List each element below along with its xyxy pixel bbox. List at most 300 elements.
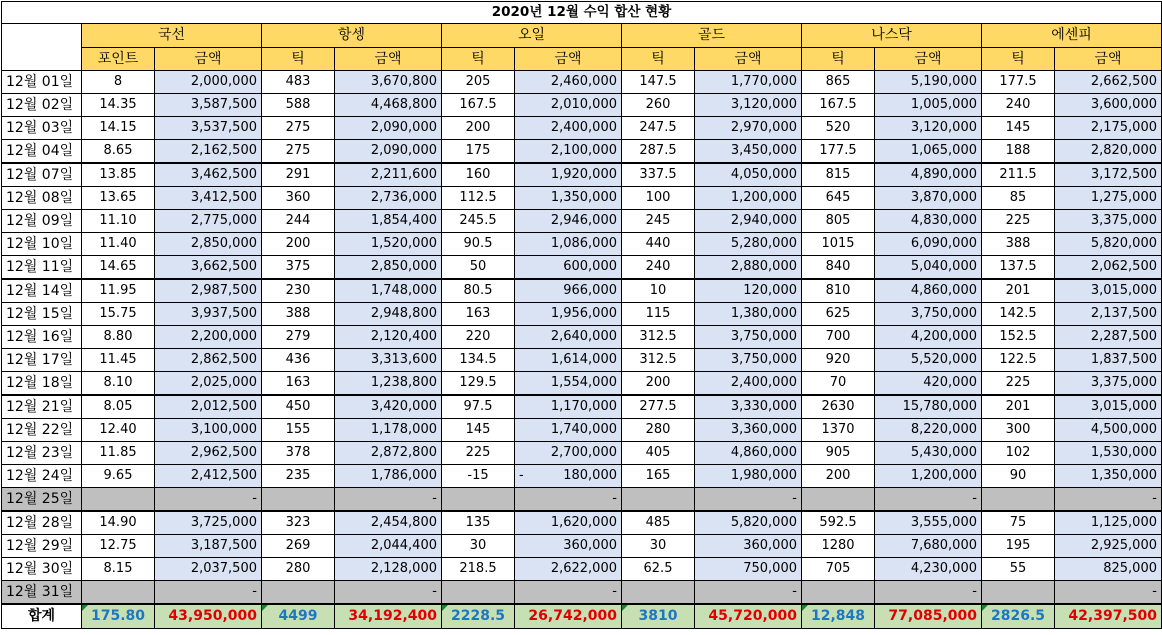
tick-cell[interactable]: 14.15	[82, 117, 155, 140]
tick-cell[interactable]: 8	[82, 71, 155, 94]
amount-cell[interactable]: 3,662,500	[155, 256, 262, 280]
amount-cell[interactable]: 1,786,000	[335, 465, 442, 488]
tick-cell[interactable]: 188	[982, 140, 1055, 164]
amount-cell[interactable]: 4,500,000	[1055, 419, 1162, 442]
tick-cell[interactable]: 247.5	[622, 117, 695, 140]
tick-cell[interactable]: 14.65	[82, 256, 155, 280]
amount-cell[interactable]: 2,850,000	[335, 256, 442, 280]
total-amount-cell[interactable]	[155, 604, 262, 629]
amount-cell[interactable]: 2,454,800	[335, 511, 442, 535]
tick-cell[interactable]: 2630	[802, 395, 875, 419]
tick-cell[interactable]	[802, 581, 875, 605]
amount-cell[interactable]: 3,450,000	[695, 140, 802, 164]
amount-cell[interactable]: 3,555,000	[875, 511, 982, 535]
amount-cell[interactable]: 600,000	[515, 256, 622, 280]
tick-cell[interactable]: 865	[802, 71, 875, 94]
amount-cell[interactable]: 3,670,800	[335, 71, 442, 94]
sub-header-cell[interactable]: 틱	[622, 48, 695, 71]
tick-cell[interactable]: 134.5	[442, 349, 515, 372]
amount-cell[interactable]: 5,820,000	[1055, 233, 1162, 256]
tick-cell[interactable]: 225	[982, 372, 1055, 396]
total-amount-cell[interactable]	[875, 604, 982, 629]
total-amount-cell[interactable]	[1055, 604, 1162, 629]
amount-cell[interactable]: 1,200,000	[875, 465, 982, 488]
tick-cell[interactable]: 245	[622, 210, 695, 233]
amount-cell[interactable]: 2,962,500	[155, 442, 262, 465]
tick-cell[interactable]: 1370	[802, 419, 875, 442]
tick-cell[interactable]: 135	[442, 511, 515, 535]
total-tick-cell[interactable]	[982, 604, 1055, 629]
tick-cell[interactable]: 177.5	[802, 140, 875, 164]
tick-cell[interactable]: 300	[982, 419, 1055, 442]
amount-cell[interactable]: -	[335, 581, 442, 605]
amount-cell[interactable]: 2,412,500	[155, 465, 262, 488]
amount-cell[interactable]: 5,280,000	[695, 233, 802, 256]
sub-header-cell[interactable]: 틱	[442, 48, 515, 71]
amount-cell[interactable]: 360,000	[515, 535, 622, 558]
tick-cell[interactable]: 245.5	[442, 210, 515, 233]
amount-cell[interactable]: 8,220,000	[875, 419, 982, 442]
amount-cell[interactable]: 3,870,000	[875, 187, 982, 210]
amount-cell[interactable]: 2,025,000	[155, 372, 262, 396]
tick-cell[interactable]: 483	[262, 71, 335, 94]
tick-cell[interactable]: 8.15	[82, 558, 155, 581]
amount-cell[interactable]: 360,000	[695, 535, 802, 558]
amount-cell[interactable]: 2,000,000	[155, 71, 262, 94]
amount-cell[interactable]: -	[515, 488, 622, 512]
sub-header-cell[interactable]: 틱	[262, 48, 335, 71]
tick-cell[interactable]: 592.5	[802, 511, 875, 535]
tick-cell[interactable]: 62.5	[622, 558, 695, 581]
amount-cell[interactable]: 2,736,000	[335, 187, 442, 210]
tick-cell[interactable]	[622, 488, 695, 512]
tick-cell[interactable]: 230	[262, 279, 335, 303]
amount-cell[interactable]: -	[875, 488, 982, 512]
amount-cell[interactable]: -	[155, 581, 262, 605]
tick-cell[interactable]	[262, 581, 335, 605]
amount-cell[interactable]: 5,040,000	[875, 256, 982, 280]
tick-cell[interactable]: 323	[262, 511, 335, 535]
amount-cell[interactable]: -	[695, 488, 802, 512]
tick-cell[interactable]: 240	[982, 94, 1055, 117]
amount-cell[interactable]: 3,015,000	[1055, 395, 1162, 419]
tick-cell[interactable]: 388	[262, 303, 335, 326]
date-cell[interactable]: 12월 29일	[2, 535, 82, 558]
total-tick-cell[interactable]	[802, 604, 875, 629]
amount-cell[interactable]: 2,120,400	[335, 326, 442, 349]
tick-cell[interactable]: 625	[802, 303, 875, 326]
total-tick-cell[interactable]	[82, 604, 155, 629]
tick-cell[interactable]: 375	[262, 256, 335, 280]
amount-cell[interactable]: 3,725,000	[155, 511, 262, 535]
date-cell[interactable]: 12월 04일	[2, 140, 82, 164]
amount-cell[interactable]: 2,137,500	[1055, 303, 1162, 326]
tick-cell[interactable]: 277.5	[622, 395, 695, 419]
amount-cell[interactable]: 5,190,000	[875, 71, 982, 94]
tick-cell[interactable]	[982, 488, 1055, 512]
amount-cell[interactable]: 3,587,500	[155, 94, 262, 117]
amount-cell[interactable]: 120,000	[695, 279, 802, 303]
tick-cell[interactable]: 30	[622, 535, 695, 558]
amount-cell[interactable]: 1,520,000	[335, 233, 442, 256]
tick-cell[interactable]	[442, 581, 515, 605]
amount-cell[interactable]: 2,100,000	[515, 140, 622, 164]
tick-cell[interactable]: 145	[982, 117, 1055, 140]
tick-cell[interactable]: 97.5	[442, 395, 515, 419]
tick-cell[interactable]: 279	[262, 326, 335, 349]
date-cell[interactable]: 12월 17일	[2, 349, 82, 372]
group-header-hangseng[interactable]: 항셍	[262, 24, 442, 48]
tick-cell[interactable]	[442, 488, 515, 512]
amount-cell[interactable]: 3,120,000	[875, 117, 982, 140]
amount-cell[interactable]: 1,125,000	[1055, 511, 1162, 535]
amount-cell[interactable]: 2,820,000	[1055, 140, 1162, 164]
date-cell[interactable]: 12월 07일	[2, 163, 82, 187]
total-tick-cell[interactable]	[622, 604, 695, 629]
date-cell[interactable]: 12월 21일	[2, 395, 82, 419]
tick-cell[interactable]: 11.40	[82, 233, 155, 256]
amount-cell[interactable]: 3,120,000	[695, 94, 802, 117]
date-cell[interactable]: 12월 18일	[2, 372, 82, 396]
sub-header-cell[interactable]: 금액	[515, 48, 622, 71]
tick-cell[interactable]: 388	[982, 233, 1055, 256]
amount-cell[interactable]: 1,275,000	[1055, 187, 1162, 210]
tick-cell[interactable]: 129.5	[442, 372, 515, 396]
amount-cell[interactable]: -	[155, 488, 262, 512]
amount-cell[interactable]: 1,956,000	[515, 303, 622, 326]
amount-cell[interactable]: 1,065,000	[875, 140, 982, 164]
amount-cell[interactable]: 1,005,000	[875, 94, 982, 117]
amount-cell[interactable]: 2,044,400	[335, 535, 442, 558]
amount-cell[interactable]: 2,200,000	[155, 326, 262, 349]
amount-cell[interactable]: 4,860,000	[875, 279, 982, 303]
tick-cell[interactable]: 100	[622, 187, 695, 210]
date-cell[interactable]: 12월 22일	[2, 419, 82, 442]
tick-cell[interactable]: 11.85	[82, 442, 155, 465]
tick-cell[interactable]: 312.5	[622, 326, 695, 349]
amount-cell[interactable]: -	[335, 488, 442, 512]
date-cell[interactable]: 12월 23일	[2, 442, 82, 465]
amount-cell[interactable]: 2,948,800	[335, 303, 442, 326]
tick-cell[interactable]: 280	[262, 558, 335, 581]
tick-cell[interactable]: 200	[262, 233, 335, 256]
tick-cell[interactable]: -15	[442, 465, 515, 488]
tick-cell[interactable]	[82, 581, 155, 605]
amount-cell[interactable]: -	[1055, 488, 1162, 512]
amount-cell[interactable]: 1,740,000	[515, 419, 622, 442]
amount-cell[interactable]: 3,600,000	[1055, 94, 1162, 117]
tick-cell[interactable]: 11.45	[82, 349, 155, 372]
amount-cell[interactable]: 2,400,000	[515, 117, 622, 140]
tick-cell[interactable]: 14.90	[82, 511, 155, 535]
tick-cell[interactable]: 200	[442, 117, 515, 140]
tick-cell[interactable]: 177.5	[982, 71, 1055, 94]
amount-cell[interactable]: 3,750,000	[695, 349, 802, 372]
amount-cell[interactable]: 1,238,800	[335, 372, 442, 396]
date-cell[interactable]: 12월 31일	[2, 581, 82, 605]
date-cell[interactable]: 12월 14일	[2, 279, 82, 303]
amount-cell[interactable]: 5,430,000	[875, 442, 982, 465]
amount-cell[interactable]: 3,015,000	[1055, 279, 1162, 303]
tick-cell[interactable]: 10	[622, 279, 695, 303]
amount-cell[interactable]: 5,520,000	[875, 349, 982, 372]
tick-cell[interactable]: 152.5	[982, 326, 1055, 349]
tick-cell[interactable]: 205	[442, 71, 515, 94]
tick-cell[interactable]: 137.5	[982, 256, 1055, 280]
amount-cell[interactable]: 750,000	[695, 558, 802, 581]
tick-cell[interactable]: 280	[622, 419, 695, 442]
tick-cell[interactable]: 13.65	[82, 187, 155, 210]
amount-cell[interactable]: 4,050,000	[695, 163, 802, 187]
amount-cell[interactable]: -	[515, 581, 622, 605]
sub-header-cell[interactable]: 금액	[875, 48, 982, 71]
tick-cell[interactable]: 705	[802, 558, 875, 581]
tick-cell[interactable]: 201	[982, 395, 1055, 419]
tick-cell[interactable]: 163	[442, 303, 515, 326]
amount-cell[interactable]: 3,750,000	[875, 303, 982, 326]
tick-cell[interactable]: 810	[802, 279, 875, 303]
total-amount-cell[interactable]	[695, 604, 802, 629]
total-tick-cell[interactable]	[262, 604, 335, 629]
amount-cell[interactable]: 4,200,000	[875, 326, 982, 349]
amount-cell[interactable]: 2,850,000	[155, 233, 262, 256]
tick-cell[interactable]: 269	[262, 535, 335, 558]
amount-cell[interactable]: 6,090,000	[875, 233, 982, 256]
tick-cell[interactable]: 211.5	[982, 163, 1055, 187]
amount-cell[interactable]: 1,380,000	[695, 303, 802, 326]
amount-cell[interactable]: 2,622,000	[515, 558, 622, 581]
tick-cell[interactable]: 805	[802, 210, 875, 233]
amount-cell[interactable]: 2,925,000	[1055, 535, 1162, 558]
tick-cell[interactable]	[262, 488, 335, 512]
amount-cell[interactable]: 4,860,000	[695, 442, 802, 465]
tick-cell[interactable]: 450	[262, 395, 335, 419]
tick-cell[interactable]: 905	[802, 442, 875, 465]
tick-cell[interactable]: 225	[982, 210, 1055, 233]
amount-cell[interactable]: 2,662,500	[1055, 71, 1162, 94]
amount-cell[interactable]: -	[695, 581, 802, 605]
amount-cell[interactable]: 966,000	[515, 279, 622, 303]
amount-cell[interactable]: 2,940,000	[695, 210, 802, 233]
tick-cell[interactable]: 12.40	[82, 419, 155, 442]
sub-header-cell[interactable]: 틱	[982, 48, 1055, 71]
tick-cell[interactable]: 291	[262, 163, 335, 187]
amount-cell[interactable]: 1,086,000	[515, 233, 622, 256]
tick-cell[interactable]: 112.5	[442, 187, 515, 210]
amount-cell[interactable]: 2,128,000	[335, 558, 442, 581]
amount-cell[interactable]: 15,780,000	[875, 395, 982, 419]
tick-cell[interactable]: 588	[262, 94, 335, 117]
amount-cell[interactable]: 1,854,400	[335, 210, 442, 233]
tick-cell[interactable]: 260	[622, 94, 695, 117]
total-label[interactable]: 합계	[2, 604, 82, 629]
tick-cell[interactable]: 405	[622, 442, 695, 465]
tick-cell[interactable]: 235	[262, 465, 335, 488]
amount-cell[interactable]: 2,062,500	[1055, 256, 1162, 280]
amount-cell[interactable]: 2,175,000	[1055, 117, 1162, 140]
amount-cell[interactable]: 3,462,500	[155, 163, 262, 187]
group-header-nasdaq[interactable]: 나스닥	[802, 24, 982, 48]
tick-cell[interactable]: 15.75	[82, 303, 155, 326]
amount-cell[interactable]: 2,012,500	[155, 395, 262, 419]
amount-cell[interactable]: 2,460,000	[515, 71, 622, 94]
date-cell[interactable]: 12월 10일	[2, 233, 82, 256]
tick-cell[interactable]: 8.80	[82, 326, 155, 349]
total-amount-cell[interactable]	[335, 604, 442, 629]
sub-header-cell[interactable]: 포인트	[82, 48, 155, 71]
tick-cell[interactable]: 102	[982, 442, 1055, 465]
amount-cell[interactable]: 2,010,000	[515, 94, 622, 117]
group-header-oil[interactable]: 오일	[442, 24, 622, 48]
tick-cell[interactable]: 167.5	[802, 94, 875, 117]
amount-cell[interactable]: 2,700,000	[515, 442, 622, 465]
tick-cell[interactable]: 142.5	[982, 303, 1055, 326]
amount-cell[interactable]: 3,420,000	[335, 395, 442, 419]
tick-cell[interactable]: 700	[802, 326, 875, 349]
amount-cell[interactable]: 1,350,000	[1055, 465, 1162, 488]
date-cell[interactable]: 12월 15일	[2, 303, 82, 326]
date-cell[interactable]: 12월 28일	[2, 511, 82, 535]
amount-cell[interactable]: -	[875, 581, 982, 605]
date-cell[interactable]: 12월 02일	[2, 94, 82, 117]
tick-cell[interactable]: 337.5	[622, 163, 695, 187]
tick-cell[interactable]: 75	[982, 511, 1055, 535]
sub-header-cell[interactable]: 금액	[155, 48, 262, 71]
tick-cell[interactable]	[982, 581, 1055, 605]
date-cell[interactable]: 12월 30일	[2, 558, 82, 581]
date-cell[interactable]: 12월 25일	[2, 488, 82, 512]
tick-cell[interactable]: 11.95	[82, 279, 155, 303]
tick-cell[interactable]: 195	[982, 535, 1055, 558]
total-tick-cell[interactable]	[442, 604, 515, 629]
amount-cell[interactable]: 3,330,000	[695, 395, 802, 419]
tick-cell[interactable]: 8.10	[82, 372, 155, 396]
amount-cell[interactable]: 1,200,000	[695, 187, 802, 210]
tick-cell[interactable]: 287.5	[622, 140, 695, 164]
amount-cell[interactable]: 1,170,000	[515, 395, 622, 419]
tick-cell[interactable]: 85	[982, 187, 1055, 210]
tick-cell[interactable]: 9.65	[82, 465, 155, 488]
amount-cell[interactable]: 2,037,500	[155, 558, 262, 581]
sheet-title[interactable]: 2020년 12월 수익 합산 현황	[2, 2, 1162, 24]
amount-cell[interactable]: 420,000	[875, 372, 982, 396]
amount-cell[interactable]: 1,620,000	[515, 511, 622, 535]
amount-cell[interactable]: 4,830,000	[875, 210, 982, 233]
amount-cell[interactable]: 1,748,000	[335, 279, 442, 303]
tick-cell[interactable]: 645	[802, 187, 875, 210]
tick-cell[interactable]	[802, 488, 875, 512]
amount-cell[interactable]: 3,313,600	[335, 349, 442, 372]
sub-header-cell[interactable]: 금액	[695, 48, 802, 71]
amount-cell[interactable]: 1,770,000	[695, 71, 802, 94]
tick-cell[interactable]: 840	[802, 256, 875, 280]
amount-cell[interactable]: 1,837,500	[1055, 349, 1162, 372]
tick-cell[interactable]	[82, 488, 155, 512]
amount-cell[interactable]: 1,178,000	[335, 419, 442, 442]
amount-cell[interactable]: 1,980,000	[695, 465, 802, 488]
amount-cell[interactable]: 3,375,000	[1055, 210, 1162, 233]
tick-cell[interactable]: 90.5	[442, 233, 515, 256]
date-cell[interactable]: 12월 16일	[2, 326, 82, 349]
tick-cell[interactable]: 218.5	[442, 558, 515, 581]
amount-cell[interactable]: 3,412,500	[155, 187, 262, 210]
date-cell[interactable]: 12월 01일	[2, 71, 82, 94]
group-header-snp[interactable]: 에센피	[982, 24, 1162, 48]
date-cell[interactable]: 12월 09일	[2, 210, 82, 233]
amount-cell[interactable]: 2,872,800	[335, 442, 442, 465]
tick-cell[interactable]: 485	[622, 511, 695, 535]
amount-cell[interactable]: 3,937,500	[155, 303, 262, 326]
amount-cell[interactable]: 2,090,000	[335, 140, 442, 164]
tick-cell[interactable]: 436	[262, 349, 335, 372]
tick-cell[interactable]: 275	[262, 117, 335, 140]
tick-cell[interactable]	[622, 581, 695, 605]
tick-cell[interactable]: 90	[982, 465, 1055, 488]
amount-cell[interactable]: 2,090,000	[335, 117, 442, 140]
amount-cell[interactable]	[515, 465, 622, 488]
amount-cell[interactable]: 3,360,000	[695, 419, 802, 442]
amount-cell[interactable]: 2,946,000	[515, 210, 622, 233]
tick-cell[interactable]: 30	[442, 535, 515, 558]
sub-header-cell[interactable]: 틱	[802, 48, 875, 71]
tick-cell[interactable]: 155	[262, 419, 335, 442]
date-cell[interactable]: 12월 24일	[2, 465, 82, 488]
tick-cell[interactable]: 312.5	[622, 349, 695, 372]
tick-cell[interactable]: 240	[622, 256, 695, 280]
tick-cell[interactable]: 147.5	[622, 71, 695, 94]
amount-cell[interactable]: 2,970,000	[695, 117, 802, 140]
tick-cell[interactable]: 920	[802, 349, 875, 372]
tick-cell[interactable]: 244	[262, 210, 335, 233]
tick-cell[interactable]: 55	[982, 558, 1055, 581]
date-header-cell[interactable]	[2, 24, 82, 71]
amount-cell[interactable]: 3,187,500	[155, 535, 262, 558]
amount-cell[interactable]: 2,862,500	[155, 349, 262, 372]
tick-cell[interactable]: 378	[262, 442, 335, 465]
tick-cell[interactable]: 275	[262, 140, 335, 164]
amount-cell[interactable]: 4,468,800	[335, 94, 442, 117]
tick-cell[interactable]: 200	[622, 372, 695, 396]
date-cell[interactable]: 12월 11일	[2, 256, 82, 280]
amount-cell[interactable]: 2,400,000	[695, 372, 802, 396]
tick-cell[interactable]: 11.10	[82, 210, 155, 233]
amount-cell[interactable]: -	[1055, 581, 1162, 605]
amount-cell[interactable]: 2,640,000	[515, 326, 622, 349]
tick-cell[interactable]: 80.5	[442, 279, 515, 303]
amount-cell[interactable]: 2,211,600	[335, 163, 442, 187]
tick-cell[interactable]: 8.05	[82, 395, 155, 419]
amount-cell[interactable]: 1,920,000	[515, 163, 622, 187]
tick-cell[interactable]: 50	[442, 256, 515, 280]
amount-cell[interactable]: 2,987,500	[155, 279, 262, 303]
tick-cell[interactable]: 360	[262, 187, 335, 210]
date-cell[interactable]: 12월 08일	[2, 187, 82, 210]
tick-cell[interactable]: 520	[802, 117, 875, 140]
tick-cell[interactable]: 815	[802, 163, 875, 187]
total-amount-cell[interactable]	[515, 604, 622, 629]
amount-cell[interactable]: 3,172,500	[1055, 163, 1162, 187]
tick-cell[interactable]: 122.5	[982, 349, 1055, 372]
tick-cell[interactable]: 167.5	[442, 94, 515, 117]
amount-cell[interactable]: 3,537,500	[155, 117, 262, 140]
tick-cell[interactable]: 115	[622, 303, 695, 326]
tick-cell[interactable]: 145	[442, 419, 515, 442]
amount-cell[interactable]: 5,820,000	[695, 511, 802, 535]
sub-header-cell[interactable]: 금액	[1055, 48, 1162, 71]
tick-cell[interactable]: 1280	[802, 535, 875, 558]
tick-cell[interactable]: 201	[982, 279, 1055, 303]
date-cell[interactable]: 12월 03일	[2, 117, 82, 140]
